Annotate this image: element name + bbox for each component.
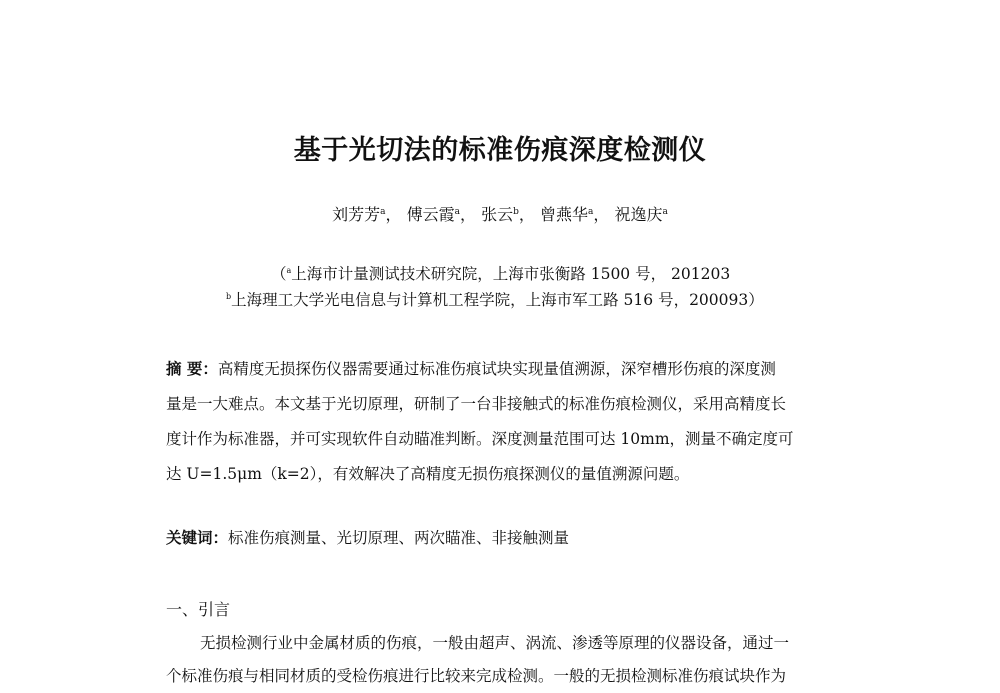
author-list [0,202,1000,225]
affiliation-mark: a [588,207,594,217]
author-name: 曾燕华 [540,205,589,224]
abstract-text: 高精度无损探伤仪器需要通过标准伤痕试块实现量值溯源，深窄槽形伤痕的深度测 [217,360,776,378]
affiliation-mark: b [513,207,519,217]
body-paragraph [166,627,866,693]
abstract [166,352,856,492]
affiliation-b [226,288,846,310]
affiliation-text: 上海理工大学光电信息与计算机工程学院，上海市军工路 516 号，200093） [231,291,764,309]
author-separator: ， [385,205,402,224]
author-name: 刘芳芳 [332,205,381,224]
open-paren: （ [271,265,287,283]
author-separator: ， [518,205,535,224]
abstract-line: 达 U=1.5μm（k=2），有效解决了高精度无损伤痕探测仪的量值溯源问题。 [166,465,690,483]
author-separator: ， [460,205,477,224]
keywords [166,526,856,548]
paper-title: 基于光切法的标准伤痕深度检测仪 [293,135,707,166]
author-name: 祝逸庆 [614,205,663,224]
section-heading: 一、引言 [166,600,231,619]
author-separator: ， [593,205,610,224]
affiliation-mark: a [662,207,668,217]
abstract-label: 摘 要： [166,360,218,378]
affiliation-mark: b [226,292,232,301]
affiliation-mark: a [454,207,460,217]
abstract-line: 量是一大难点。本文基于光切原理，研制了一台非接触式的标准伤痕检测仪，采用高精度长 [166,395,787,413]
keywords-text: 标准伤痕测量、光切原理、两次瞄准、非接触测量 [228,529,570,547]
author-name: 傅云霞 [406,205,455,224]
body-line: 个标准伤痕与相同材质的受检伤痕进行比较来完成检测。一般的无损检测标准伤痕试块作为 [166,667,787,685]
abstract-line: 度计作为标准器，并可实现软件自动瞄准判断。深度测量范围可达 10mm，测量不确定度可 [166,430,794,448]
affiliation-text: 上海市计量测试技术研究院，上海市张衡路 1500 号， 201203 [291,265,731,283]
affiliation-mark: a [380,207,386,217]
affiliation-mark: a [286,266,292,275]
author-name: 张云 [481,205,514,224]
body-line: 无损检测行业中金属材质的伤痕，一般由超声、涡流、渗透等原理的仪器设备，通过一 [200,634,790,652]
affiliation-a [271,262,891,284]
keywords-label: 关键词： [166,529,229,547]
abstract-line [166,352,856,387]
